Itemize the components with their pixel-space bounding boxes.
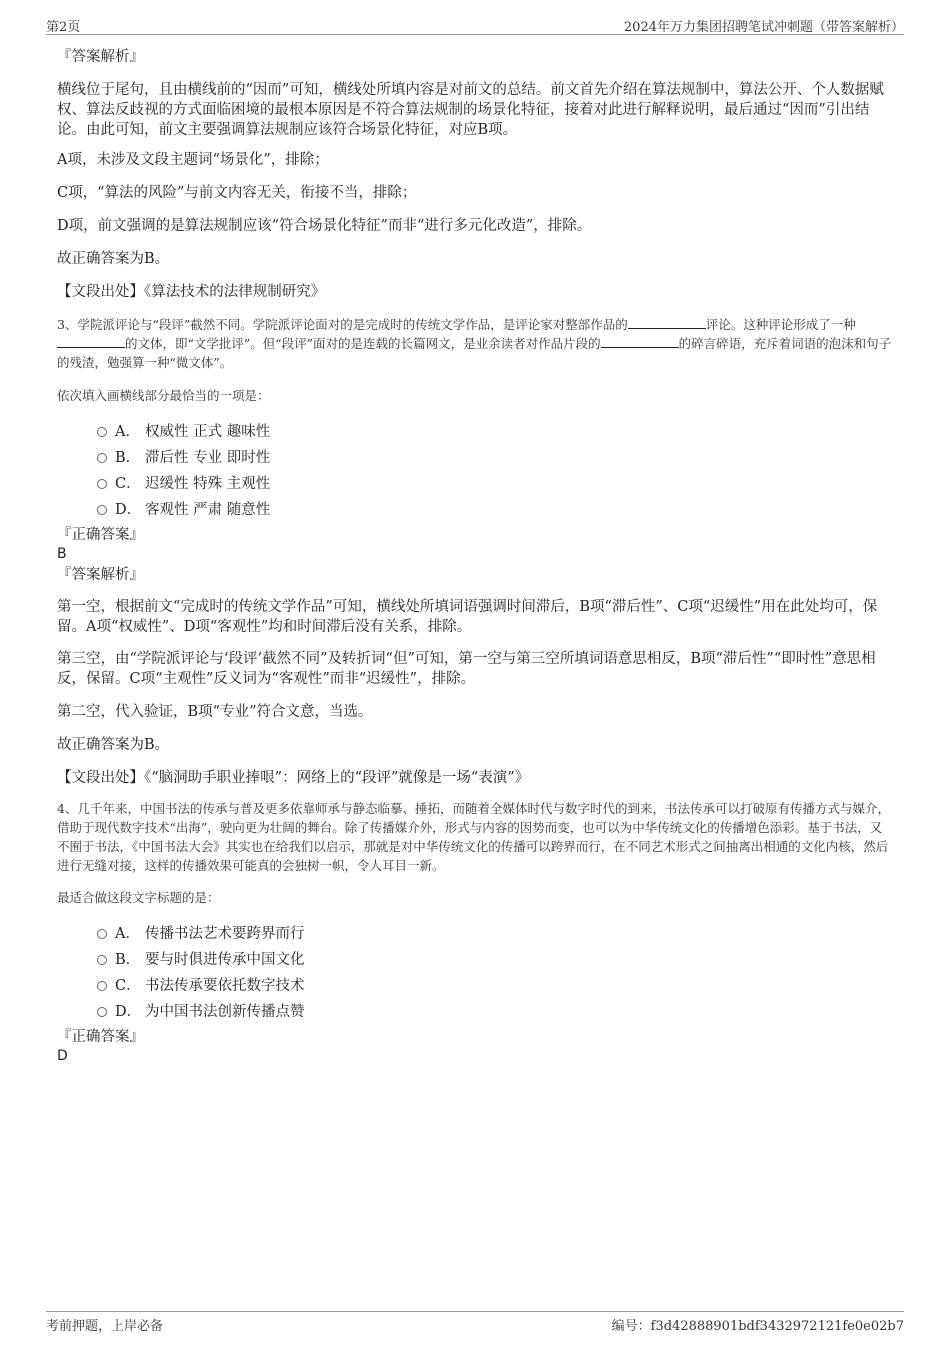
answer-options [97, 419, 893, 523]
answer-options [97, 921, 893, 1025]
document-code: 编号：f3d42888901bdf3432972121fe0e02b7 [611, 1319, 904, 1334]
analysis-paragraph: 第二空，代入验证，B项“专业”符合文意，当选。 [57, 704, 373, 720]
analysis-paragraph: C项，“算法的风险”与前文内容无关，衔接不当，排除； [57, 185, 417, 201]
radio-icon[interactable] [97, 929, 107, 939]
correct-answer: D [57, 1048, 68, 1064]
analysis-heading: 『答案解析』 [57, 49, 144, 65]
option-c[interactable]: C． 迟缓性 特殊 主观性 [97, 471, 893, 497]
analysis-paragraph: 第一空，根据前文“完成时的传统文学作品”可知，横线处所填词语强调时间滞后，B项“滞后性”、C项“迟缓性”用在此处均可，保留。A项“权威性”、D项“客观性”均和时间滞后没有关系，排除。 [57, 599, 878, 635]
option-c[interactable]: C． 书法传承要依托数字技术 [97, 973, 893, 999]
option-a[interactable]: A． 权威性 正式 趣味性 [97, 419, 893, 445]
option-d[interactable]: D． 为中国书法创新传播点赞 [97, 999, 893, 1025]
question-stem: 4、几千年来，中国书法的传承与普及更多依靠师承与静态临摹、捶拓，而随着全媒体时代与数字时代的到来，书法传承可以打破原有传播方式与媒介，借助于现代数字技术“出海”，驶向更为壮阔的舞台。除了传播媒介外，形式与内容的因势而变，也可以为中华传统文化的传播增色添彩。基于书法，又不囿于书法，《中国书法大会》其实也在给我们以启示，那就是对中华传统文化的传播可以跨界而行，在不同艺术形式之间抽离出相通的文化内核，然后进行无缝对接，这样的传播效果可能真的会独树一帜，令人耳目一新。 [57, 801, 890, 873]
radio-icon[interactable] [97, 955, 107, 965]
document-title: 2024年万力集团招聘笔试冲刺题（带答案解析） [623, 20, 904, 35]
analysis-conclusion: 故正确答案为B。 [57, 251, 170, 267]
option-b[interactable]: B． 要与时俱进传承中国文化 [97, 947, 893, 973]
page-content [57, 47, 893, 1065]
analysis-paragraph: D项，前文强调的是算法规制应该“符合场景化特征”而非“进行多元化改造”，排除。 [57, 218, 592, 234]
source-citation: 【文段出处】《“脑洞助手职业捧哏”：网络上的“段评”就像是一场“表演”》 [57, 770, 530, 786]
analysis-heading: 『答案解析』 [57, 567, 144, 583]
fill-blank [601, 335, 679, 348]
radio-icon[interactable] [97, 479, 107, 489]
analysis-paragraph: A项，未涉及文段主题词“场景化”，排除； [57, 152, 329, 168]
page-footer [46, 1311, 904, 1336]
radio-icon[interactable] [97, 453, 107, 463]
question-prompt: 依次填入画横线部分最恰当的一项是： [57, 388, 270, 403]
footer-slogan: 考前押题，上岸必备 [46, 1319, 164, 1334]
option-a[interactable]: A． 传播书法艺术要跨界而行 [97, 921, 893, 947]
fill-blank [57, 335, 125, 348]
analysis-conclusion: 故正确答案为B。 [57, 737, 170, 753]
option-b[interactable]: B． 滞后性 专业 即时性 [97, 445, 893, 471]
radio-icon[interactable] [97, 427, 107, 437]
page-number: 第2页 [46, 20, 81, 35]
source-citation: 【文段出处】《算法技术的法律规制研究》 [57, 284, 326, 300]
option-d[interactable]: D． 客观性 严肃 随意性 [97, 497, 893, 523]
analysis-paragraph: 横线位于尾句，且由横线前的“因而”可知，横线处所填内容是对前文的总结。前文首先介绍在算法规制中，算法公开、个人数据赋权、算法反歧视的方式面临困境的最根本原因是不符合算法规制的场景化特征，接着对此进行解释说明，最后通过“因而”引出结论。由此可知，前文主要强调算法规制应该符合场景化特征，对应B项。 [57, 82, 884, 138]
radio-icon[interactable] [97, 1007, 107, 1017]
page-header [46, 14, 904, 35]
radio-icon[interactable] [97, 505, 107, 515]
analysis-paragraph: 第三空，由“学院派评论与‘段评’截然不同”及转折词“但”可知，第一空与第三空所填词语意思相反，B项“滞后性”“即时性”意思相反，保留。C项“主观性”反义词为“客观性”而非“迟缓性”，排除。 [57, 651, 876, 687]
question-stem: 3、学院派评论与“段评”截然不同。学院派评论面对的是完成时的传统文学作品，是评论家对整部作品的 评论。这种评论形成了一种的文体，即“文学批评”。但“段评”面对的是连载的长篇网文，是业余读者对作品片段的 的碎言碎语，充斥着词语的泡沫和句子的残渣，勉强算一种“微文体”。 [57, 317, 892, 370]
correct-answer-heading: 『正确答案』 [57, 527, 144, 543]
correct-answer-heading: 『正确答案』 [57, 1029, 144, 1045]
radio-icon[interactable] [97, 981, 107, 991]
fill-blank [628, 316, 706, 329]
correct-answer: B [57, 546, 67, 562]
question-prompt: 最适合做这段文字标题的是： [57, 890, 220, 905]
